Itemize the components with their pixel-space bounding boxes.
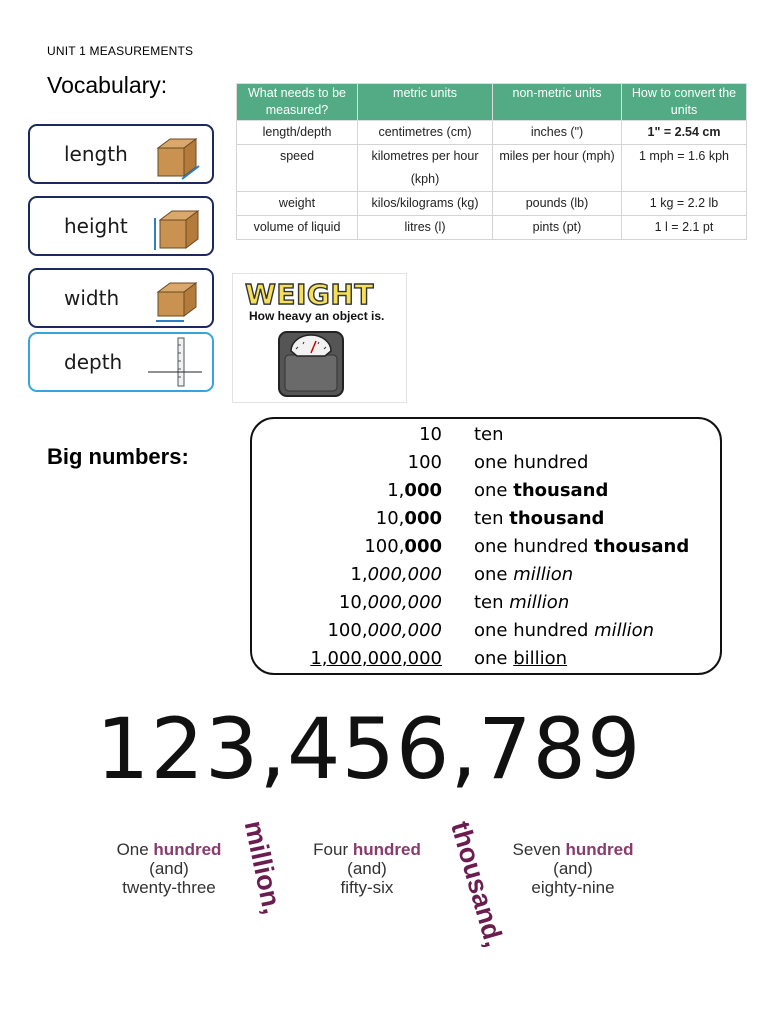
table-cell: kilometres per hour (kph) bbox=[358, 145, 493, 192]
table-cell: 1 l = 2.1 pt bbox=[622, 216, 747, 240]
number-row bbox=[252, 422, 720, 450]
number-words: ten bbox=[474, 424, 504, 445]
box-width-icon bbox=[152, 276, 202, 326]
table-row bbox=[237, 145, 747, 192]
table-header-row bbox=[237, 84, 747, 121]
table-cell: volume of liquid bbox=[237, 216, 358, 240]
number-value: 10,000,000 bbox=[338, 592, 442, 613]
vocab-card-depth bbox=[28, 332, 214, 392]
table-cell: speed bbox=[237, 145, 358, 192]
unit-title: UNIT 1 MEASUREMENTS bbox=[47, 44, 194, 58]
box-length-icon bbox=[152, 132, 202, 182]
big-numbers-box bbox=[250, 417, 722, 675]
separator-million: million, bbox=[238, 818, 288, 917]
number-words: ten thousand bbox=[474, 508, 605, 529]
table-cell: inches (") bbox=[493, 121, 622, 145]
vocab-card-width bbox=[28, 268, 214, 328]
vocabulary-heading: Vocabulary: bbox=[47, 72, 168, 98]
table-header: What needs to be measured? bbox=[237, 84, 358, 121]
number-words: one billion bbox=[474, 648, 568, 669]
number-words: one hundred million bbox=[474, 620, 655, 641]
ruler-depth-icon bbox=[146, 337, 206, 387]
group-thousands: Four hundred (and) fifty-six bbox=[313, 840, 421, 897]
bathroom-scale-icon bbox=[276, 329, 346, 399]
number-value: 1,000 bbox=[387, 480, 442, 501]
table-cell: miles per hour (mph) bbox=[493, 145, 622, 192]
number-words: one thousand bbox=[474, 480, 609, 501]
table-cell: 1 mph = 1.6 kph bbox=[622, 145, 747, 192]
group-hundred-millions: One hundred (and) twenty-three bbox=[116, 840, 222, 897]
units-table bbox=[236, 83, 747, 240]
table-cell: length/depth bbox=[237, 121, 358, 145]
number-row bbox=[252, 450, 720, 478]
number-row bbox=[252, 562, 720, 590]
number-row bbox=[252, 618, 720, 646]
number-value: 1,000,000 bbox=[350, 564, 442, 585]
table-cell: pints (pt) bbox=[493, 216, 622, 240]
table-row bbox=[237, 121, 747, 145]
vocab-word: width bbox=[64, 286, 120, 310]
weight-picture bbox=[232, 273, 407, 403]
separator-thousand: thousand, bbox=[445, 818, 510, 951]
number-row bbox=[252, 646, 720, 674]
table-header: metric units bbox=[358, 84, 493, 121]
vocab-word: depth bbox=[64, 350, 123, 374]
number-row bbox=[252, 478, 720, 506]
table-row bbox=[237, 216, 747, 240]
table-cell: 1" = 2.54 cm bbox=[622, 121, 747, 145]
table-cell: weight bbox=[237, 192, 358, 216]
table-header: How to convert the units bbox=[622, 84, 747, 121]
table-cell: centimetres (cm) bbox=[358, 121, 493, 145]
number-row bbox=[252, 534, 720, 562]
number-value: 100,000,000 bbox=[327, 620, 442, 641]
number-value: 1,000,000,000 bbox=[310, 648, 442, 669]
number-row bbox=[252, 590, 720, 618]
number-row bbox=[252, 506, 720, 534]
number-value: 100 bbox=[407, 452, 442, 473]
table-cell: litres (l) bbox=[358, 216, 493, 240]
table-cell: pounds (lb) bbox=[493, 192, 622, 216]
box-height-icon bbox=[152, 204, 202, 254]
table-cell: 1 kg = 2.2 lb bbox=[622, 192, 747, 216]
weight-definition: How heavy an object is. bbox=[249, 309, 385, 323]
weight-title: WEIGHT bbox=[245, 278, 374, 311]
number-words: one million bbox=[474, 564, 574, 585]
example-number: 123,456,789 bbox=[96, 700, 642, 798]
table-cell: kilos/kilograms (kg) bbox=[358, 192, 493, 216]
number-words: one hundred bbox=[474, 452, 589, 473]
vocab-card-length bbox=[28, 124, 214, 184]
number-words: one hundred thousand bbox=[474, 536, 690, 557]
vocab-word: length bbox=[64, 142, 128, 166]
number-value: 100,000 bbox=[364, 536, 442, 557]
table-row bbox=[237, 192, 747, 216]
number-value: 10 bbox=[419, 424, 442, 445]
vocab-card-height bbox=[28, 196, 214, 256]
group-units: Seven hundred (and) eighty-nine bbox=[512, 840, 634, 897]
number-words: ten million bbox=[474, 592, 570, 613]
big-numbers-heading: Big numbers: bbox=[47, 444, 189, 469]
table-header: non-metric units bbox=[493, 84, 622, 121]
vocab-word: height bbox=[64, 214, 128, 238]
number-value: 10,000 bbox=[375, 508, 442, 529]
